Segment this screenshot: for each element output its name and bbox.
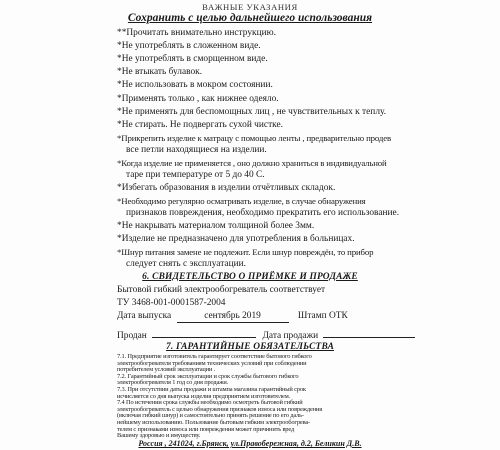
certificate-text: Бытовой гибкий электрообогреватель соответствует	[117, 285, 326, 295]
instruction-item: *Прикрепить изделие к матрацу с помощью ленты , предварительно продев	[117, 133, 391, 143]
instruction-item-continued: все петли находящиеся на изделии.	[126, 145, 267, 155]
sold-blank	[152, 328, 256, 338]
warranty-line: исчисляется со дня выпуска изделия предприятием изготовителем.	[117, 392, 291, 400]
warranty-line: потребителем условий эксплуатации .	[117, 366, 216, 374]
warranty-line: электрообогревателя 1 год со дня продажи.	[117, 379, 229, 387]
warranty-line: электрообогревателя требованиям технических условий при соблюдении	[117, 359, 307, 367]
document-heading: ВАЖНЫЕ УКАЗАНИЯ	[202, 2, 298, 12]
instruction-item: *Когда изделие не применяется , оно должно храниться в индивидуальной	[117, 158, 387, 168]
sale-row	[117, 328, 415, 342]
warranty-line: нейшему использованию. Пользование бытовым гибким электрообогрева-	[117, 419, 311, 426]
stamp-label: Штамп ОТК	[297, 311, 348, 321]
issue-date-row	[117, 311, 348, 323]
instruction-item: *Применять только , как нижнее одеяло.	[117, 94, 279, 104]
issue-date-value: сентябрь 2019	[177, 311, 289, 323]
warranty-line: 7.2. Гарантийный срок эксплуатации и срок службы бытового гибкого	[117, 372, 299, 380]
warranty-line: 7.3. При отсутствии даты продажи и штампа магазина гарантийный срок	[117, 386, 306, 393]
warranty-line: 7.4 По истечении срока службы необходимо осмотреть бытовой гибкий	[117, 399, 303, 407]
document-main-title: Сохранить с целью дальнейшего использования	[127, 12, 373, 24]
instruction-item: *Не втыкать булавок.	[117, 67, 203, 77]
instruction-item-continued: таре при температуре от 5 до 40 С.	[126, 170, 265, 180]
certificate-spec: ТУ 3468-001-0001587-2004	[117, 298, 226, 308]
instruction-item: **Прочитать внимательно инструкцию.	[117, 28, 276, 38]
instruction-item: *Необходимо регулярно осматривать изделие, в случае обнаружения	[117, 196, 366, 206]
instruction-item: *Не накрывать материалом толщиной более 3мм.	[117, 221, 315, 231]
warranty-line: электрообогреватель с целью обнаружения признаков износа или повреждения	[117, 405, 323, 413]
sale-date-label: Дата продажи	[262, 331, 319, 341]
sale-date-blank	[323, 328, 415, 338]
instruction-item-continued: признаков повреждения, необходимо прекратить его использование.	[126, 208, 400, 218]
instruction-item: *Избегать образования в изделии отчётливых складок.	[117, 183, 336, 193]
certificate-section-title: 6. СВИДЕТЕЛЬСТВО О ПРИЁМКЕ И ПРОДАЖЕ	[142, 272, 358, 282]
issue-date-label: Дата выпуска	[117, 311, 172, 321]
manufacturer-address: Россия , 241024, г.Брянск, ул.Правобережная, д.2, Беликин Д.В.	[138, 439, 362, 448]
warranty-line: 7.1. Предприятие изготовитель гарантирует соответствие бытового гибкого	[117, 353, 312, 360]
warranty-line: телем с признаками износа или повреждения может причинить вред	[117, 425, 295, 433]
warranty-line: (включая гибкий шнур) и самостоятельно принять решение по его даль-	[117, 412, 304, 420]
instruction-item: *Не употреблять в сложенном виде.	[117, 41, 261, 51]
warranty-section-title: 7. ГАРАНТИЙНЫЕ ОБЯЗАТЕЛЬСТВА	[165, 342, 335, 352]
instruction-item: *Не стирать. Не подвергать сухой чистке.	[117, 120, 284, 130]
sold-label: Продан	[117, 331, 147, 341]
instruction-item-continued: следует снять с эксплуатации.	[126, 259, 246, 269]
instruction-item: *Шнур питания замене не подлежит. Если шнур повреждён, то прибор	[117, 247, 374, 257]
instruction-item: *Не применять для беспомощных лиц , не чувствительных к теплу.	[117, 107, 387, 117]
instruction-item: *Изделие не предназначено для употребления в больницах.	[117, 234, 355, 244]
warranty-line: Вашему здоровью и имуществу.	[117, 432, 201, 440]
instruction-item: *Не использовать в мокром состоянии.	[117, 80, 273, 90]
instruction-item: *Не употреблять в смоpщенном виде.	[117, 54, 268, 64]
